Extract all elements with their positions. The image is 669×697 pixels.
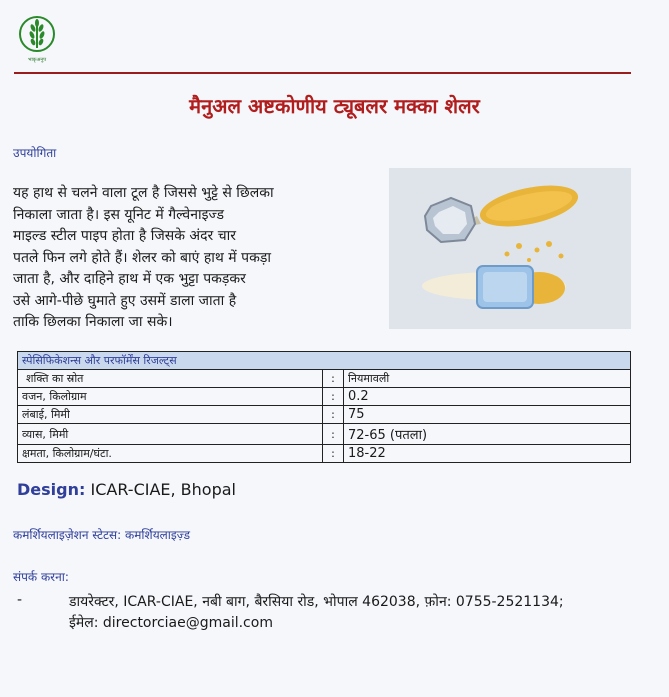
spec-key: लंबाई, मिमी — [18, 406, 323, 424]
description-line: माइल्ड स्टील पाइप होता है जिसके अंदर चार — [13, 228, 236, 244]
description-line: पतले फिन लगे होते हैं। शेलर को बाएं हाथ में पकड़ा — [13, 249, 271, 266]
table-row — [18, 370, 631, 388]
spec-value: 0.2 — [344, 388, 631, 406]
description-line: उसे आगे-पीछे घुमाते हुए उसमें डाला जाता है — [13, 292, 237, 309]
page-title: मैनुअल अष्टकोणीय ट्यूबलर मक्का शेलर — [189, 94, 480, 118]
usage-heading: उपयोगिता — [13, 146, 57, 160]
design-label: Design: — [17, 480, 86, 499]
header-divider — [14, 72, 631, 74]
table-row — [18, 388, 631, 406]
icar-logo — [16, 14, 58, 68]
spec-key: शक्ति का स्रोत — [18, 370, 323, 388]
spec-colon: : — [323, 406, 344, 424]
octagonal-sheller — [425, 198, 475, 242]
spec-value: 75 — [344, 406, 631, 424]
design-credit — [17, 480, 236, 499]
contact-details: डायरेक्टर, ICAR-CIAE, नबी बाग, बैरसिया रोड, भोपाल 462038, फ़ोन: 0755-2521134; ईमेल: directorciae@gmail.com — [69, 594, 564, 631]
table-row — [18, 424, 631, 445]
contact-heading: संपर्क करना: — [13, 570, 69, 584]
description-line: निकाला जाता है। इस यूनिट में गैल्वेनाइज्ड — [13, 206, 224, 223]
description — [13, 183, 373, 334]
spec-colon: : — [323, 445, 344, 463]
description-line: यह हाथ से चलने वाला टूल है जिससे भुट्टे से छिलका — [13, 185, 274, 201]
spec-key: क्षमता, किलोग्राम/घंटा. — [18, 445, 323, 463]
table-row — [18, 406, 631, 424]
design-value: ICAR-CIAE, Bhopal — [90, 480, 236, 499]
spec-value: 72-65 (पतला) — [344, 424, 631, 445]
contact-bullet: - — [17, 592, 23, 608]
description-line: जाता है, और दाहिने हाथ में एक भुट्टा पकड़कर — [13, 271, 246, 287]
commercialization-status: कमर्शियलाइज़ेशन स्टेटस: कमर्शियलाइज़्ड — [13, 528, 191, 542]
sheller-illustration — [389, 168, 631, 329]
description-line: ताकि छिलका निकाला जा सके। — [13, 314, 173, 330]
spec-table — [17, 351, 631, 463]
spec-colon: : — [323, 388, 344, 406]
table-row — [18, 445, 631, 463]
spec-key: वजन, किलोग्राम — [18, 388, 323, 406]
spec-value: नियमावली — [344, 370, 631, 388]
spec-key: व्यास, मिमी — [18, 424, 323, 445]
spec-colon: : — [323, 424, 344, 445]
maize-sheller-photo — [389, 168, 631, 329]
spec-value: 18-22 — [344, 445, 631, 463]
spec-colon: : — [323, 370, 344, 388]
spec-heading: स्पेसिफिकेशन्स और परफॉर्मेंस रिजल्ट्स — [18, 352, 631, 370]
logo-caption: भाकृअनुप — [27, 57, 47, 63]
wheat-logo-icon — [16, 14, 58, 58]
